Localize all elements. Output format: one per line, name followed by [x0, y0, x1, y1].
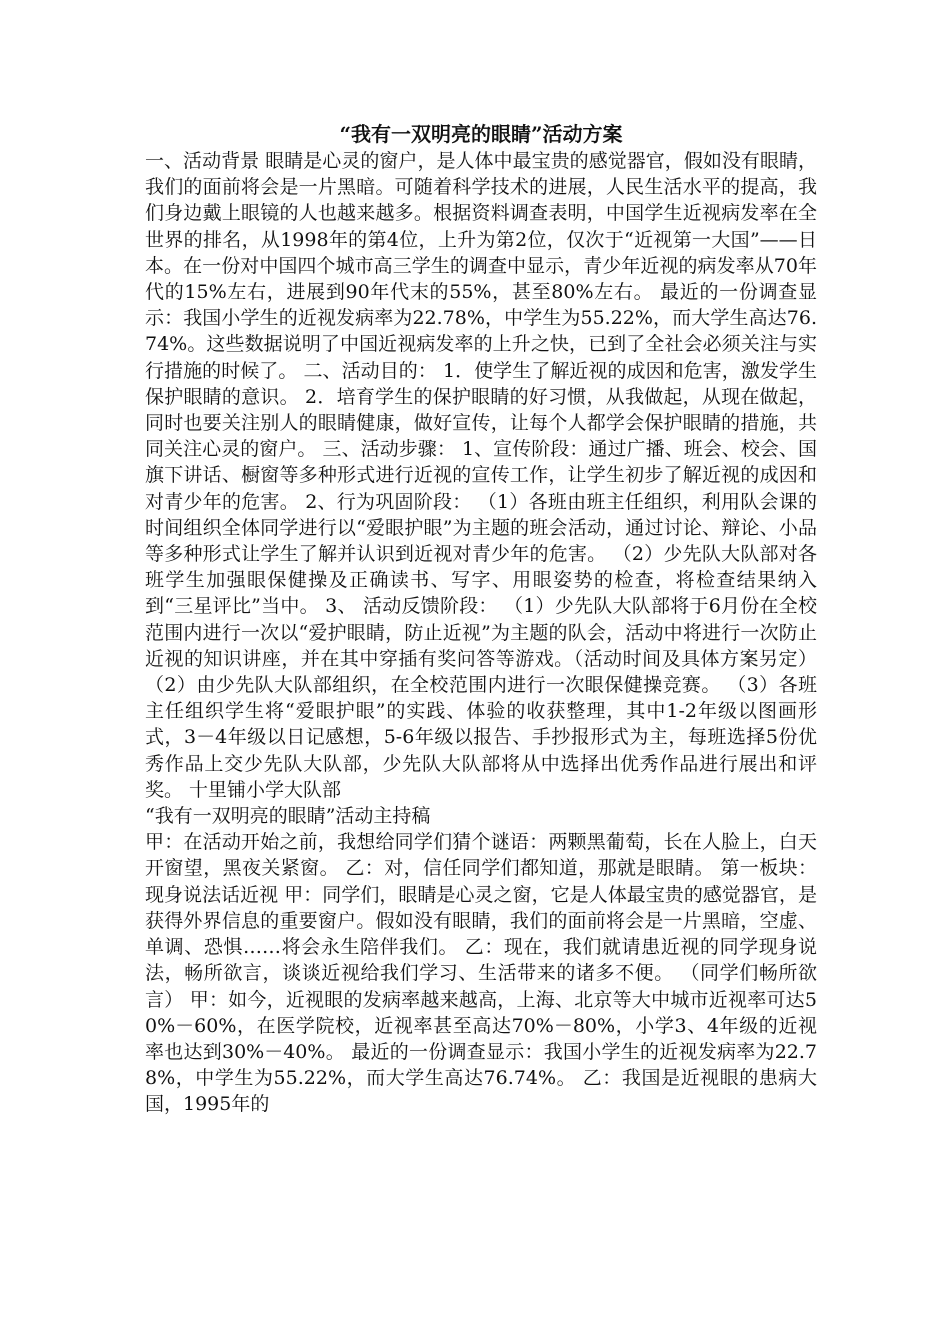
- activity-plan-text: 一、活动背景 眼睛是心灵的窗户，是人体中最宝贵的感觉器官，假如没有眼睛，我们的面前将会是一片黑暗。可随着科学技术的进展，人民生活水平的提高，我们身边戴上眼镜的人也越来越多。根据资料调查表明，中国学生近视病发率在全世界的排名，从1998年的第4位，上升为第2位，仅次于“近视第一大国”——日本。在一份对中国四个城市高三学生的调查中显示，青少年近视的病发率从70年代的15%左右，进展到90年代末的55%，甚至80%左右。 最近的一份调查显示：我国小学生的近视发病率为22.78%，中学生为55.22%，而大学生高达76.74%。这些数据说明了中国近视病发率的上升之快，已到了全社会必须关注与实行措施的时候了。 二、活动目的： 1．使学生了解近视的成因和危害，激发学生保护眼睛的意识。 2．培育学生的保护眼睛的好习惯，从我做起，从现在做起，同时也要关注别人的眼睛健康，做好宣传，让每个人都学会保护眼睛的措施，共同关注心灵的窗户。 三、活动步骤： 1、宣传阶段：通过广播、班会、校会、国旗下讲话、橱窗等多种形式进行近视的宣传工作，让学生初步了解近视的成因和对青少年的危害。 2、行为巩固阶段： （1）各班由班主任组织，利用队会课的时间组织全体同学进行以“爱眼护眼”为主题的班会活动，通过讨论、辩论、小品等多种形式让学生了解并认识到近视对青少年的危害。 （2）少先队大队部对各班学生加强眼保健操及正确读书、写字、用眼姿势的检查，将检查结果纳入到“三星评比”当中。 3、 活动反馈阶段： （1）少先队大队部将于6月份在全校范围内进行一次以“爱护眼睛，防止近视”为主题的队会，活动中将进行一次防止近视的知识讲座，并在其中穿插有奖问答等游戏。（活动时间及具体方案另定） （2）由少先队大队部组织，在全校范围内进行一次眼保健操竞赛。 （3）各班主任组织学生将“爱眼护眼”的实践、体验的收获整理，其中1-2年级以图画形式，3－4年级以日记感想，5-6年级以报告、手抄报形式为主，每班选择5份优秀作品上交少先队大队部，少先队大队部将从中选择出优秀作品进行展出和评奖。 十里铺小学大队部: [145, 150, 817, 801]
- host-script-title: “我有一双明亮的眼睛”活动主持稿: [145, 805, 431, 828]
- document-body: [145, 120, 817, 1118]
- document-title: “我有一双明亮的眼睛”活动方案: [339, 122, 623, 146]
- host-script-text: 甲：在活动开始之前，我想给同学们猜个谜语：两颗黑葡萄，长在人脸上，白天开窗望，黑夜关紧窗。 乙：对，信任同学们都知道，那就是眼睛。 第一板块：现身说法话近视 甲：同学们，眼睛是心灵之窗，它是人体最宝贵的感觉器官，是获得外界信息的重要窗户。假如没有眼睛，我们的面前将会是一片黑暗，空虚、单调、恐惧……将会永生陪伴我们。 乙：现在，我们就请患近视的同学现身说法，畅所欲言，谈谈近视给我们学习、生活带来的诸多不便。 （同学们畅所欲言） 甲：如今，近视眼的发病率越来越高，上海、北京等大中城市近视率可达50%－60%，在医学院校，近视率甚至高达70%－80%，小学3、4年级的近视率也达到30%－40%。 最近的一份调查显示：我国小学生的近视发病率为22.78%，中学生为55.22%，而大学生高达76.74%。 乙：我国是近视眼的患病大国，1995年的: [145, 831, 817, 1116]
